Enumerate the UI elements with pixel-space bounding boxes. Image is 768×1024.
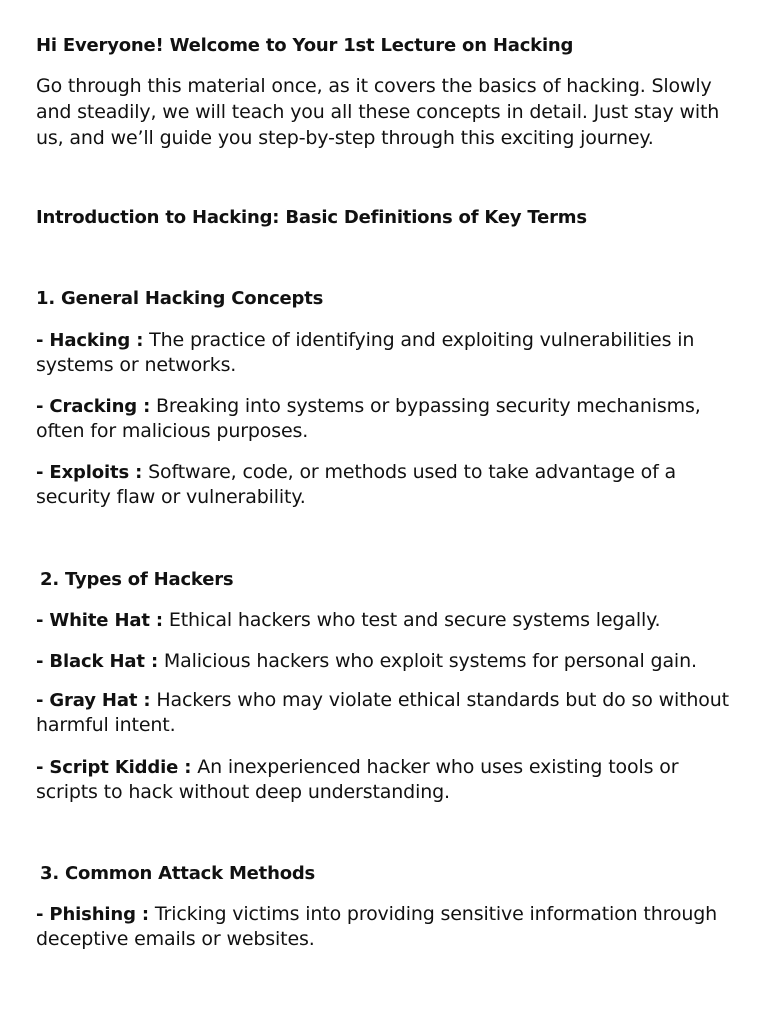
definition-text: Ethical hackers who test and secure systems legally. (163, 609, 661, 631)
main-heading: Introduction to Hacking: Basic Definitions of Key Terms (36, 207, 587, 228)
definition-item-hacking (36, 328, 730, 378)
definition-term: - Exploits : (36, 462, 143, 483)
definition-text: The practice of identifying and exploiting vulnerabilities in systems or networks. (36, 329, 695, 376)
definition-text: Tricking victims into providing sensitive information through deceptive emails or websites. (36, 903, 718, 950)
section-title-general-concepts: 1. General Hacking Concepts (36, 288, 324, 309)
definition-item-black-hat (36, 649, 730, 674)
section-title-types-of-hackers: 2. Types of Hackers (40, 569, 234, 590)
definition-item-white-hat (36, 608, 730, 633)
definition-term: - Script Kiddie : (36, 757, 192, 778)
definition-text: Hackers who may violate ethical standards but do so without harmful intent. (36, 689, 729, 736)
definition-text: Breaking into systems or bypassing security mechanisms, often for malicious purposes. (36, 395, 701, 442)
definition-text: An inexperienced hacker who uses existing tools or scripts to hack without deep understanding. (36, 756, 679, 803)
definition-term: - Phishing : (36, 904, 149, 925)
intro-paragraph: Go through this material once, as it covers the basics of hacking. Slowly and steadily, we will teach you all these concepts in detail. Just stay with us, and we’ll guide you step-by-step through this exciting journey. (36, 75, 720, 149)
definition-term: - Gray Hat : (36, 690, 151, 711)
definition-term: - Black Hat : (36, 651, 159, 672)
definition-item-script-kiddie (36, 755, 730, 805)
definition-term: - Cracking : (36, 396, 151, 417)
definition-term: - White Hat : (36, 610, 163, 631)
section-title-attack-methods: 3. Common Attack Methods (40, 863, 316, 884)
greeting-heading: Hi Everyone! Welcome to Your 1st Lecture on Hacking (36, 35, 574, 56)
definition-item-phishing (36, 902, 730, 952)
definition-text: Malicious hackers who exploit systems for personal gain. (158, 650, 697, 672)
definition-item-exploits (36, 460, 730, 510)
definition-item-gray-hat (36, 688, 730, 738)
definition-text: Software, code, or methods used to take advantage of a security flaw or vulnerability. (36, 461, 677, 508)
definition-term: - Hacking : (36, 330, 144, 351)
definition-item-cracking (36, 394, 730, 444)
